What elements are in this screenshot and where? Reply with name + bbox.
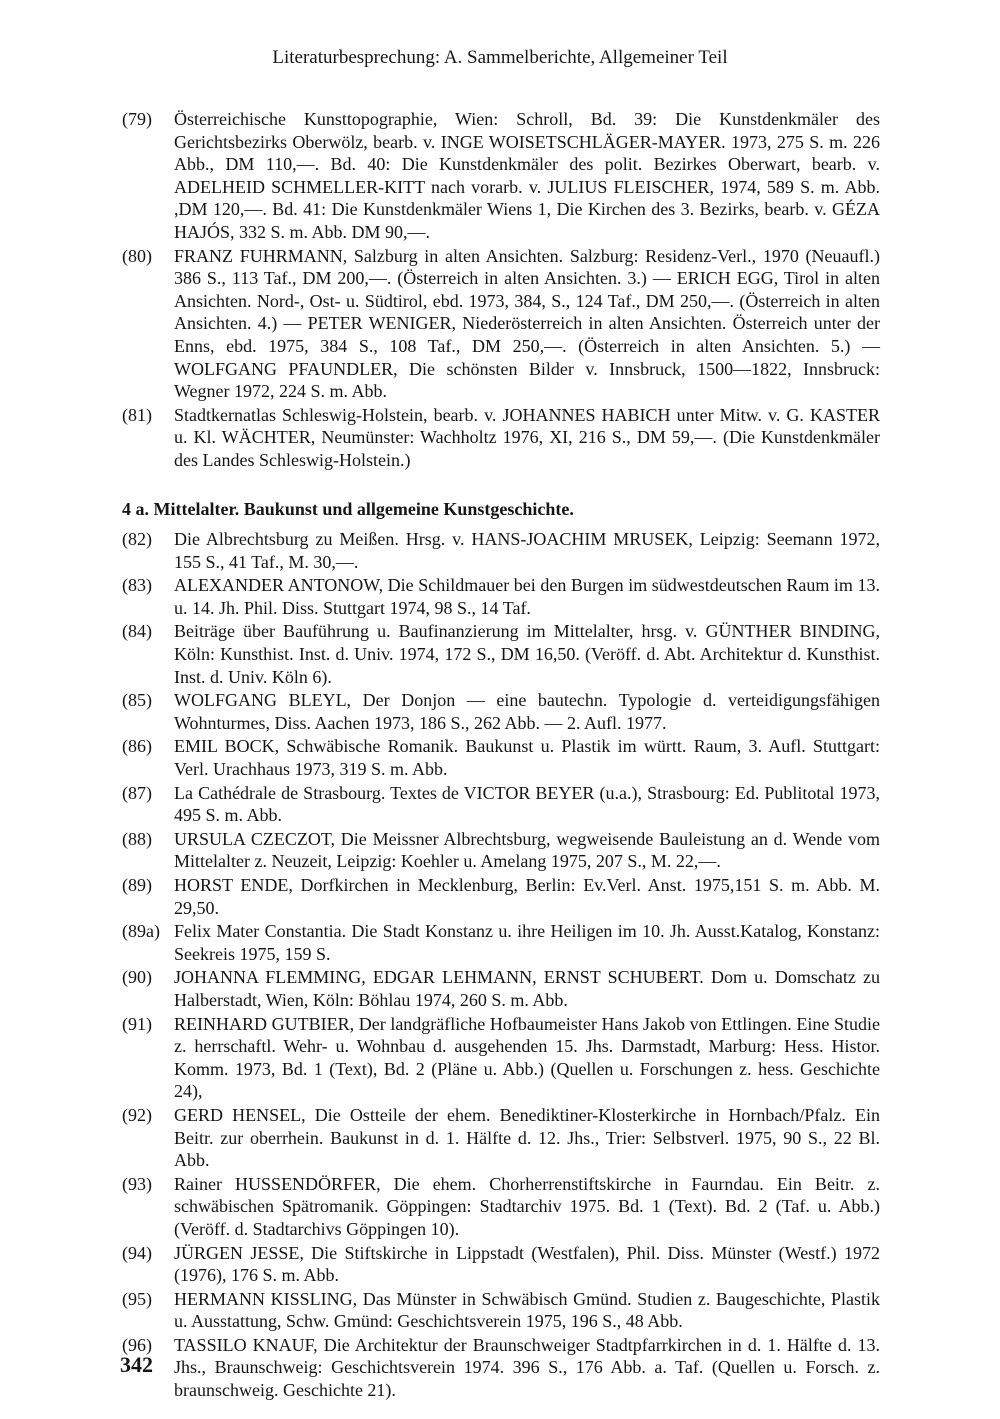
bibliography-entry bbox=[122, 782, 880, 827]
running-header: Literaturbesprechung: A. Sammelberichte, Allgemeiner Teil bbox=[272, 47, 728, 68]
section-heading: 4 a. Mittelalter. Baukunst und allgemeine Kunstgeschichte. bbox=[122, 498, 574, 519]
bibliography-entry bbox=[122, 1334, 880, 1402]
entry-text: TASSILO KNAUF, Die Architektur der Braunschweiger Stadtpfarrkirchen in d. 1. Hälfte d. 13. Jhs., Braunschweig: Geschichtsverein 1974. 396 S., 176 Abb. a. Taf. (Quellen u. Forsch. z. braunschweig. Geschichte 21). bbox=[174, 1334, 880, 1401]
entry-text: Die Albrechtsburg zu Meißen. Hrsg. v. HANS-JOACHIM MRUSEK, Leipzig: Seemann 1972, 155 S., 41 Taf., M. 30,—. bbox=[174, 529, 880, 572]
entry-number: (84) bbox=[122, 621, 152, 642]
bibliography-entry bbox=[122, 735, 880, 780]
entry-number: (87) bbox=[122, 782, 152, 803]
bibliography-entry bbox=[122, 1173, 880, 1241]
entry-number: (82) bbox=[122, 529, 152, 550]
bibliography-entry bbox=[122, 574, 880, 619]
bibliography-entry bbox=[122, 1242, 880, 1287]
entry-list-medieval bbox=[122, 528, 880, 1402]
entry-text: Rainer HUSSENDÖRFER, Die ehem. Chorherrenstiftskirche in Faurndau. Ein Beitr. z. schwäbischen Spätromanik. Göppingen: Stadtarchiv 1975. Bd. 1 (Text). Bd. 2 (Taf. u. Abb.) (Veröff. d. Stadtarchivs Göppingen 10). bbox=[174, 1173, 880, 1239]
entry-text: Beiträge über Bauführung u. Baufinanzierung im Mittelalter, hrsg. v. GÜNTHER BINDING, Köln: Kunsthist. Inst. d. Univ. 1974, 172 S., DM 16,50. (Veröff. d. Abt. Architektur d. Kunsthist. Inst. d. Univ. Köln 6). bbox=[174, 621, 880, 687]
bibliography-entry bbox=[122, 874, 880, 919]
entry-number: (89) bbox=[122, 875, 152, 895]
entry-number: (85) bbox=[122, 690, 152, 711]
bibliography-entry bbox=[122, 1104, 880, 1172]
entry-number: (80) bbox=[122, 245, 152, 266]
entry-list-regional bbox=[122, 108, 880, 472]
entry-number: (79) bbox=[122, 109, 152, 129]
bibliography-entry bbox=[122, 404, 880, 472]
bibliography-entry bbox=[122, 966, 880, 1011]
entry-number: (89a) bbox=[122, 921, 160, 942]
entry-number: (86) bbox=[122, 736, 152, 757]
entry-text: HORST ENDE, Dorfkirchen in Mecklenburg, Berlin: Ev.Verl. Anst. 1975,151 S. m. Abb. M. 29,50. bbox=[174, 875, 880, 918]
entry-number: (91) bbox=[122, 1013, 152, 1034]
entry-text: Felix Mater Constantia. Die Stadt Konstanz u. ihre Heiligen im 10. Jh. Ausst.Katalog, Konstanz: Seekreis 1975, 159 S. bbox=[174, 921, 880, 964]
entry-number: (81) bbox=[122, 404, 152, 425]
entry-number: (96) bbox=[122, 1334, 152, 1355]
bibliography-entry bbox=[122, 689, 880, 734]
entry-text: WOLFGANG BLEYL, Der Donjon — eine bautechn. Typologie d. verteidigungsfähigen Wohnturmes, Diss. Aachen 1973, 186 S., 262 Abb. — 2. Aufl. 1977. bbox=[174, 690, 880, 733]
bibliography-entry bbox=[122, 620, 880, 688]
bibliography-entry bbox=[122, 108, 880, 244]
entry-number: (92) bbox=[122, 1104, 152, 1125]
bibliography-entry bbox=[122, 828, 880, 873]
bibliography-entry bbox=[122, 920, 880, 965]
entry-text: FRANZ FUHRMANN, Salzburg in alten Ansichten. Salzburg: Residenz-Verl., 1970 (Neuaufl.) 386 S., 113 Taf., DM 200,—. (Österreich in alten Ansichten. 3.) — ERICH EGG, Tirol in alten Ansichten. Nord-, Ost- u. Südtirol, ebd. 1973, 384, S., 124 Taf., DM 250,—. (Österreich in alten Ansichten. 4.) — PETER WENIGER, Niederösterreich in alten Ansichten. Österreich unter der Enns, ebd. 1975, 384 S., 108 Taf., DM 250,—. (Österreich in alten Ansichten. 5.) — WOLFGANG PFAUNDLER, Die schönsten Bilder v. Innsbruck, 1500—1822, Innsbruck: Wegner 1972, 224 S. m. Abb. bbox=[174, 245, 880, 402]
entry-text: ALEXANDER ANTONOW, Die Schildmauer bei den Burgen im südwestdeutschen Raum im 13. u. 14. Jh. Phil. Diss. Stuttgart 1974, 98 S., 14 Taf. bbox=[174, 575, 880, 618]
page-number: 342 bbox=[120, 1352, 153, 1377]
entry-number: (88) bbox=[122, 828, 152, 849]
entry-text: URSULA CZECZOT, Die Meissner Albrechtsburg, wegweisende Bauleistung an d. Wende vom Mittelalter z. Neuzeit, Leipzig: Koehler u. Amelang 1975, 207 S., M. 22,—. bbox=[174, 828, 880, 872]
entry-text: JÜRGEN JESSE, Die Stiftskirche in Lippstadt (Westfalen), Phil. Diss. Münster (Westf.) 1972 (1976), 176 S. m. Abb. bbox=[174, 1242, 880, 1286]
entry-text: EMIL BOCK, Schwäbische Romanik. Baukunst u. Plastik im württ. Raum, 3. Aufl. Stuttgart: Verl. Urachhaus 1973, 319 S. m. Abb. bbox=[174, 736, 880, 780]
entry-text: GERD HENSEL, Die Ostteile der ehem. Benediktiner-Klosterkirche in Hornbach/Pfalz. Ein Beitr. zur oberrhein. Baukunst in d. 1. Hälfte d. 12. Jhs., Trier: Selbstverl. 1975, 90 S., 22 Bl. Abb. bbox=[174, 1104, 880, 1171]
entry-text: Österreichische Kunsttopographie, Wien: Schroll, Bd. 39: Die Kunstdenkmäler des Gerichtsbezirks Oberwölz, bearb. v. INGE WOISETSCHLÄGER-MAYER. 1973, 275 S. m. 226 Abb., DM 110,—. Bd. 40: Die Kunstdenkmäler des polit. Bezirkes Oberwart, bearb. v. ADELHEID SCHMELLER-KITT nach vorarb. v. JULIUS FLEISCHER, 1974, 589 S. m. Abb. ,DM 120,—. Bd. 41: Die Kunstdenkmäler Wiens 1, Die Kirchen des 3. Bezirks, bearb. v. GÉZA HAJÓS, 332 S. m. Abb. DM 90,—. bbox=[174, 109, 880, 242]
entry-text: Stadtkernatlas Schleswig-Holstein, bearb. v. JOHANNES HABICH unter Mitw. v. G. KASTER u. Kl. WÄCHTER, Neumünster: Wachholtz 1976, XI, 216 S., DM 59,—. (Die Kunstdenkmäler des Landes Schleswig-Holstein.) bbox=[174, 404, 880, 470]
bibliography-content bbox=[122, 108, 880, 1403]
entry-number: (83) bbox=[122, 575, 152, 596]
bibliography-entry bbox=[122, 245, 880, 403]
entry-text: JOHANNA FLEMMING, EDGAR LEHMANN, ERNST SCHUBERT. Dom u. Domschatz zu Halberstadt, Wien, Köln: Böhlau 1974, 260 S. m. Abb. bbox=[174, 967, 880, 1010]
entry-text: La Cathédrale de Strasbourg. Textes de VICTOR BEYER (u.a.), Strasbourg: Ed. Publitotal 1973, 495 S. m. Abb. bbox=[174, 782, 880, 826]
bibliography-entry bbox=[122, 528, 880, 573]
entry-text: REINHARD GUTBIER, Der landgräfliche Hofbaumeister Hans Jakob von Ettlingen. Eine Studie z. herrschaftl. Wehr- u. Wohnbau d. ausgehenden 15. Jhs. Darmstadt, Marburg: Hess. Histor. Komm. 1973, Bd. 1 (Text), Bd. 2 (Pläne u. Abb.) (Quellen u. Forschungen z. hess. Geschichte 24), bbox=[174, 1013, 880, 1102]
entry-number: (95) bbox=[122, 1288, 152, 1309]
bibliography-entry bbox=[122, 1288, 880, 1333]
entry-number: (90) bbox=[122, 967, 152, 988]
entry-number: (93) bbox=[122, 1173, 152, 1194]
entry-text: HERMANN KISSLING, Das Münster in Schwäbisch Gmünd. Studien z. Baugeschichte, Plastik u. Ausstattung, Schw. Gmünd: Geschichtsverein 1975, 196 S., 48 Abb. bbox=[174, 1288, 880, 1332]
bibliography-entry bbox=[122, 1013, 880, 1103]
entry-number: (94) bbox=[122, 1242, 152, 1263]
